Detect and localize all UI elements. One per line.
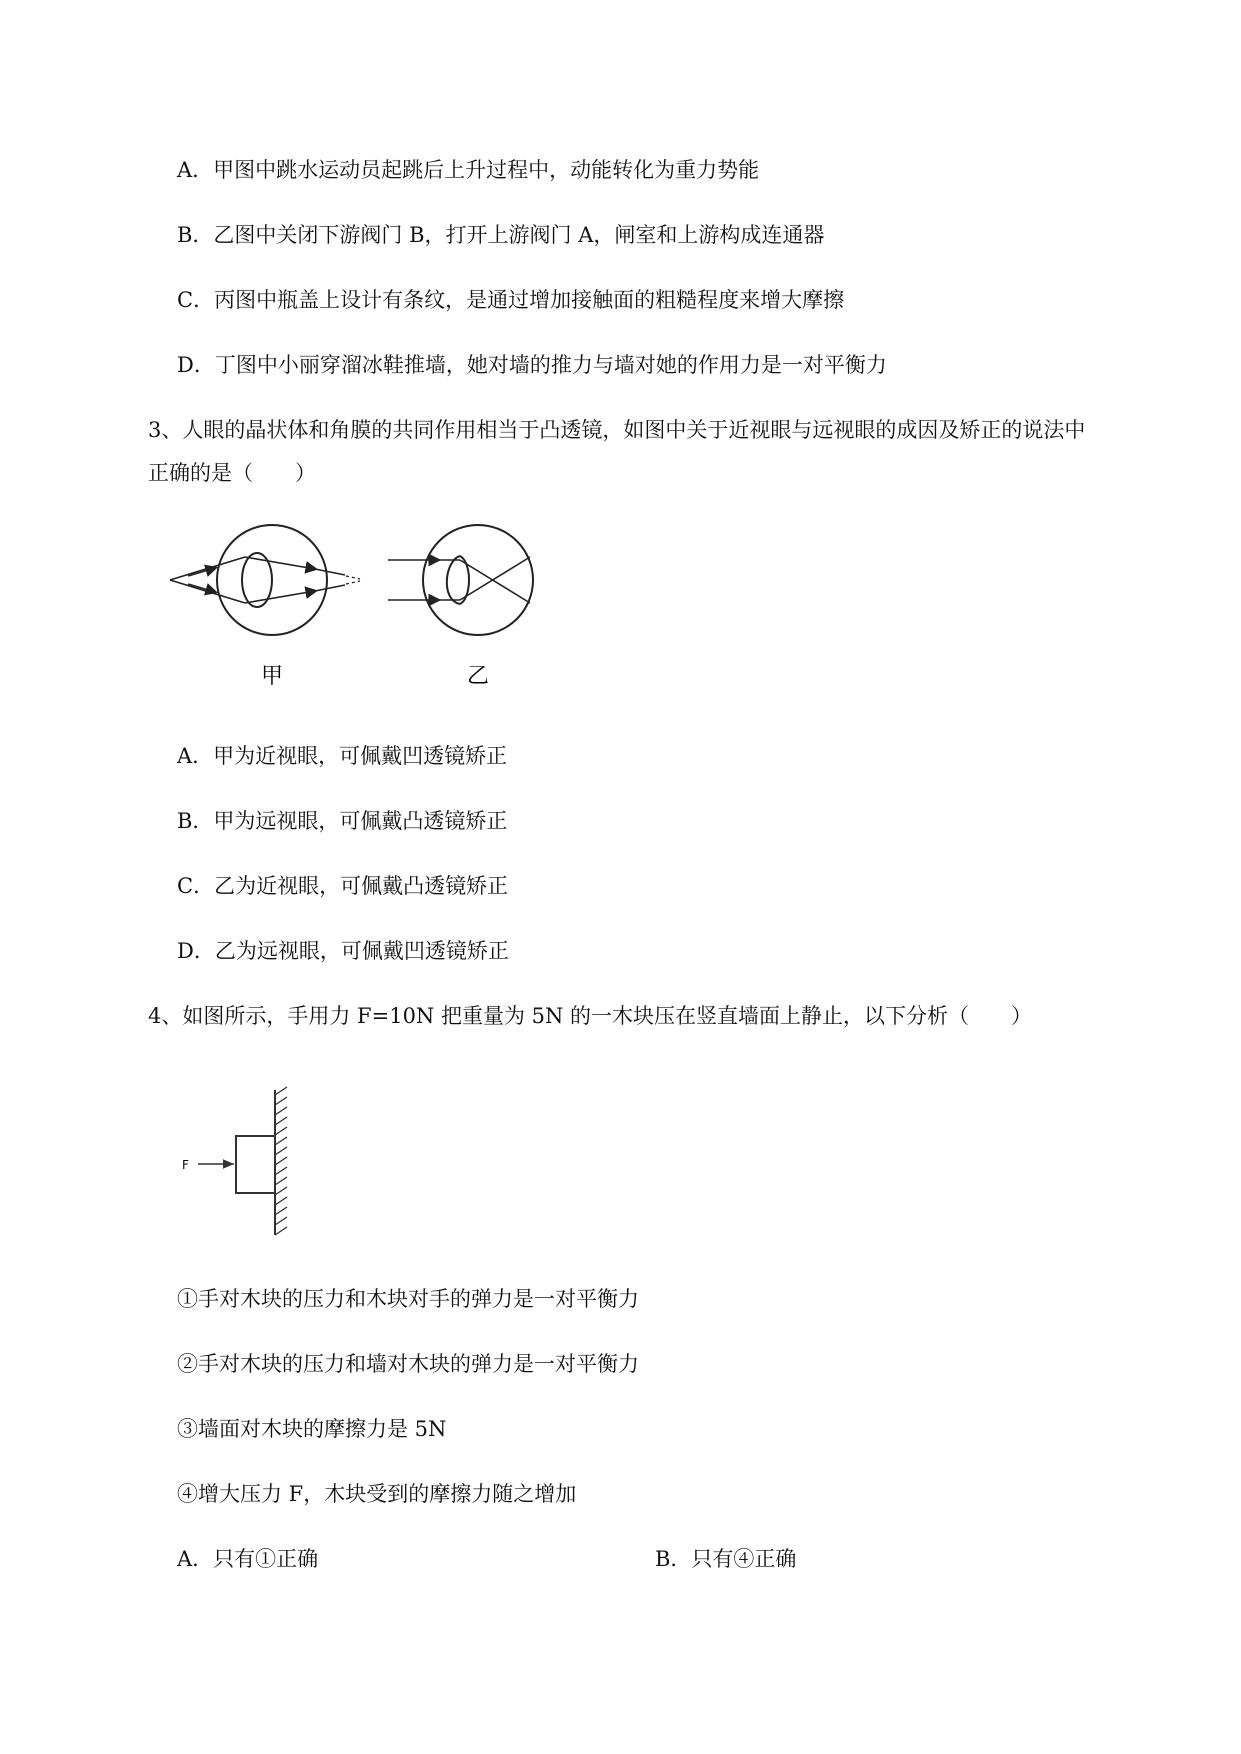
eye-right-figure (388, 525, 533, 635)
eye-left-figure (170, 525, 360, 635)
q2-option-c: C．丙图中瓶盖上设计有条纹，是通过增加接触面的粗糙程度来增大摩擦 (177, 288, 845, 312)
q4-statement-3: ③墙面对木块的摩擦力是 5N (177, 1417, 447, 1441)
q4-statement-1: ①手对木块的压力和木块对手的弹力是一对平衡力 (177, 1287, 639, 1311)
force-label: F (182, 1158, 189, 1172)
q3-option-d: D．乙为远视眼，可佩戴凹透镜矫正 (177, 939, 509, 963)
q3-option-c: C．乙为近视眼，可佩戴凸透镜矫正 (177, 874, 509, 898)
q4-statement-4: ④增大压力 F，木块受到的摩擦力随之增加 (177, 1482, 577, 1506)
q2-option-d: D．丁图中小丽穿溜冰鞋推墙，她对墙的推力与墙对她的作用力是一对平衡力 (177, 353, 887, 377)
q3-option-b: B．甲为远视眼，可佩戴凸透镜矫正 (177, 809, 508, 833)
q2-option-b: B．乙图中关闭下游阀门 B，打开上游阀门 A，闸室和上游构成连通器 (177, 223, 825, 247)
q4-option-b: B．只有④正确 (655, 1547, 797, 1571)
q4-option-a: A．只有①正确 (177, 1547, 319, 1571)
q4-stem: 4、如图所示，手用力 F=10N 把重量为 5N 的一木块压在竖直墙面上静止，以下分析（ ） (148, 1004, 1033, 1028)
q2-option-a: A．甲图中跳水运动员起跳后上升过程中，动能转化为重力势能 (177, 158, 760, 182)
q4-statement-2: ②手对木块的压力和墙对木块的弹力是一对平衡力 (177, 1352, 639, 1376)
q3-stem-line2: 正确的是（ ） (148, 461, 316, 485)
eye-right-label: 乙 (466, 664, 490, 689)
eye-left-label: 甲 (260, 664, 284, 689)
eye-diagram (160, 520, 560, 700)
wall-block-diagram (170, 1085, 310, 1240)
q3-option-a: A．甲为近视眼，可佩戴凹透镜矫正 (177, 744, 508, 768)
q3-stem-line1: 3、人眼的晶状体和角膜的共同作用相当于凸透镜，如图中关于近视眼与远视眼的成因及矫正的说法中 (148, 418, 1086, 442)
